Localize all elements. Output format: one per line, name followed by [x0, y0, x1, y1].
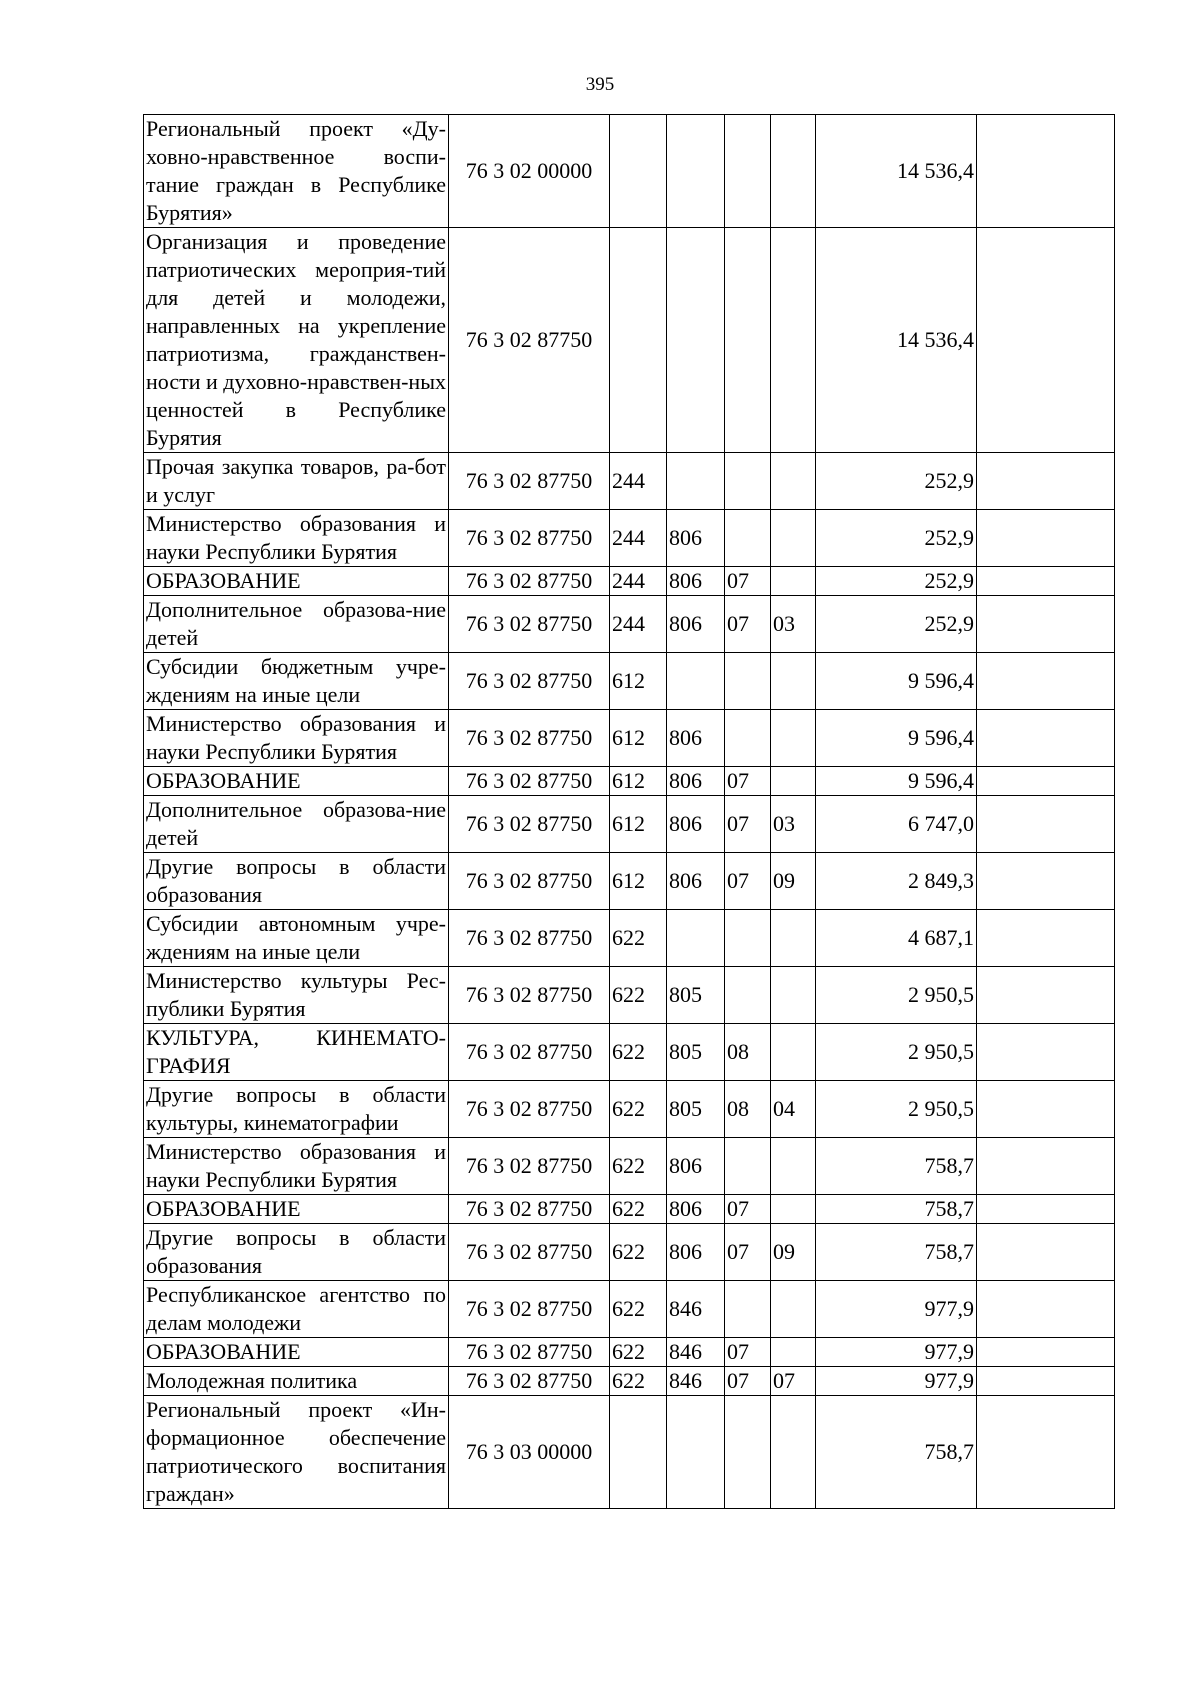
- table-row: [144, 567, 1115, 596]
- row-name-cell: Прочая закупка товаров, ра-бот и услуг: [144, 453, 449, 510]
- row-code-cell: 76 3 02 87750: [449, 710, 610, 767]
- row-code-cell: 76 3 02 87750: [449, 510, 610, 567]
- row-subsection-cell: 03: [771, 596, 816, 653]
- row-sum-cell: 4 687,1: [816, 910, 977, 967]
- row-name-cell: Министерство образования и науки Республики Бурятия: [144, 710, 449, 767]
- row-name-cell: Организация и проведение патриотических мероприя-тий для детей и молодежи, направленных на укрепление патриотизма, гражданствен-ности и духовно-нравствен-ных ценностей в Республике Бурятия: [144, 228, 449, 453]
- row-code-cell: 76 3 02 87750: [449, 767, 610, 796]
- row-name-cell: КУЛЬТУРА, КИНЕМАТО-ГРАФИЯ: [144, 1024, 449, 1081]
- row-section-cell: 07: [725, 1367, 771, 1396]
- table-row: [144, 115, 1115, 228]
- row-sum-cell: 252,9: [816, 510, 977, 567]
- row-code-cell: 76 3 02 87750: [449, 1367, 610, 1396]
- row-subsection-cell: 04: [771, 1081, 816, 1138]
- row-expense-type-cell: 612: [610, 796, 667, 853]
- row-subsection-cell: [771, 510, 816, 567]
- row-section-cell: [725, 453, 771, 510]
- row-sum-cell: 252,9: [816, 453, 977, 510]
- row-subsection-cell: [771, 1281, 816, 1338]
- row-subsection-cell: [771, 1138, 816, 1195]
- row-section-cell: [725, 1396, 771, 1509]
- row-code-cell: 76 3 02 87750: [449, 653, 610, 710]
- table-row: [144, 710, 1115, 767]
- row-expense-type-cell: 622: [610, 1024, 667, 1081]
- row-subsection-cell: [771, 967, 816, 1024]
- row-extra-cell: [977, 1281, 1115, 1338]
- row-subsection-cell: 03: [771, 796, 816, 853]
- row-subsection-cell: [771, 115, 816, 228]
- row-subsection-cell: [771, 453, 816, 510]
- row-extra-cell: [977, 710, 1115, 767]
- row-expense-type-cell: 612: [610, 767, 667, 796]
- page-number: 395: [585, 74, 615, 95]
- row-name-cell: Дополнительное образова-ние детей: [144, 596, 449, 653]
- row-sum-cell: 758,7: [816, 1138, 977, 1195]
- row-expense-type-cell: 622: [610, 1138, 667, 1195]
- row-ministry-cell: 846: [667, 1367, 725, 1396]
- row-subsection-cell: [771, 228, 816, 453]
- row-subsection-cell: [771, 653, 816, 710]
- row-section-cell: [725, 115, 771, 228]
- row-code-cell: 76 3 02 87750: [449, 1138, 610, 1195]
- row-sum-cell: 977,9: [816, 1338, 977, 1367]
- row-extra-cell: [977, 653, 1115, 710]
- table-row: [144, 1367, 1115, 1396]
- row-extra-cell: [977, 1224, 1115, 1281]
- row-code-cell: 76 3 02 87750: [449, 1338, 610, 1367]
- row-name-cell: Другие вопросы в области культуры, кинематографии: [144, 1081, 449, 1138]
- row-expense-type-cell: 622: [610, 1224, 667, 1281]
- table-row: [144, 453, 1115, 510]
- row-ministry-cell: 806: [667, 767, 725, 796]
- row-extra-cell: [977, 453, 1115, 510]
- row-extra-cell: [977, 796, 1115, 853]
- row-extra-cell: [977, 910, 1115, 967]
- row-ministry-cell: [667, 1396, 725, 1509]
- row-expense-type-cell: [610, 1396, 667, 1509]
- row-name-cell: Субсидии бюджетным учре-ждениям на иные цели: [144, 653, 449, 710]
- row-extra-cell: [977, 228, 1115, 453]
- table-row: [144, 1224, 1115, 1281]
- row-section-cell: [725, 510, 771, 567]
- row-section-cell: 08: [725, 1081, 771, 1138]
- row-expense-type-cell: 622: [610, 1081, 667, 1138]
- row-sum-cell: 9 596,4: [816, 653, 977, 710]
- row-ministry-cell: 846: [667, 1281, 725, 1338]
- row-sum-cell: 252,9: [816, 567, 977, 596]
- row-section-cell: [725, 910, 771, 967]
- row-name-cell: Министерство образования и науки Республики Бурятия: [144, 1138, 449, 1195]
- row-ministry-cell: 806: [667, 1138, 725, 1195]
- row-subsection-cell: 09: [771, 853, 816, 910]
- row-subsection-cell: [771, 710, 816, 767]
- table-row: [144, 228, 1115, 453]
- row-code-cell: 76 3 03 00000: [449, 1396, 610, 1509]
- row-name-cell: Дополнительное образова-ние детей: [144, 796, 449, 853]
- table-row: [144, 1396, 1115, 1509]
- budget-table: [143, 114, 1115, 1509]
- row-name-cell: Региональный проект «Ду-ховно-нравственное воспи-тание граждан в Республике Бурятия»: [144, 115, 449, 228]
- table-row: [144, 653, 1115, 710]
- row-subsection-cell: [771, 567, 816, 596]
- row-ministry-cell: 806: [667, 710, 725, 767]
- row-subsection-cell: [771, 767, 816, 796]
- row-name-cell: Молодежная политика: [144, 1367, 449, 1396]
- row-code-cell: 76 3 02 87750: [449, 453, 610, 510]
- table-row: [144, 1024, 1115, 1081]
- row-ministry-cell: [667, 910, 725, 967]
- row-subsection-cell: [771, 1338, 816, 1367]
- row-expense-type-cell: 622: [610, 967, 667, 1024]
- row-ministry-cell: 806: [667, 596, 725, 653]
- row-sum-cell: 252,9: [816, 596, 977, 653]
- budget-table-body: [144, 115, 1115, 1509]
- row-name-cell: Субсидии автономным учре-ждениям на иные цели: [144, 910, 449, 967]
- row-code-cell: 76 3 02 87750: [449, 567, 610, 596]
- row-ministry-cell: 805: [667, 967, 725, 1024]
- row-ministry-cell: [667, 653, 725, 710]
- row-name-cell: ОБРАЗОВАНИЕ: [144, 767, 449, 796]
- row-sum-cell: 977,9: [816, 1281, 977, 1338]
- row-subsection-cell: [771, 910, 816, 967]
- row-section-cell: 08: [725, 1024, 771, 1081]
- row-code-cell: 76 3 02 87750: [449, 228, 610, 453]
- row-ministry-cell: 806: [667, 510, 725, 567]
- row-section-cell: 07: [725, 1338, 771, 1367]
- row-section-cell: 07: [725, 1195, 771, 1224]
- row-code-cell: 76 3 02 87750: [449, 1195, 610, 1224]
- row-code-cell: 76 3 02 87750: [449, 1224, 610, 1281]
- row-name-cell: ОБРАЗОВАНИЕ: [144, 1195, 449, 1224]
- row-code-cell: 76 3 02 87750: [449, 1081, 610, 1138]
- row-ministry-cell: 806: [667, 853, 725, 910]
- row-extra-cell: [977, 1396, 1115, 1509]
- row-extra-cell: [977, 1195, 1115, 1224]
- row-name-cell: Другие вопросы в области образования: [144, 853, 449, 910]
- table-row: [144, 1081, 1115, 1138]
- row-extra-cell: [977, 1138, 1115, 1195]
- row-code-cell: 76 3 02 87750: [449, 967, 610, 1024]
- row-extra-cell: [977, 1338, 1115, 1367]
- table-row: [144, 853, 1115, 910]
- row-ministry-cell: [667, 453, 725, 510]
- row-section-cell: 07: [725, 596, 771, 653]
- table-row: [144, 967, 1115, 1024]
- row-code-cell: 76 3 02 87750: [449, 596, 610, 653]
- row-code-cell: 76 3 02 87750: [449, 1281, 610, 1338]
- row-ministry-cell: 806: [667, 567, 725, 596]
- row-section-cell: [725, 228, 771, 453]
- table-row: [144, 767, 1115, 796]
- row-sum-cell: 758,7: [816, 1224, 977, 1281]
- row-section-cell: 07: [725, 853, 771, 910]
- row-code-cell: 76 3 02 87750: [449, 796, 610, 853]
- table-row: [144, 1281, 1115, 1338]
- row-sum-cell: 9 596,4: [816, 767, 977, 796]
- row-name-cell: Другие вопросы в области образования: [144, 1224, 449, 1281]
- row-expense-type-cell: 622: [610, 1338, 667, 1367]
- row-sum-cell: 2 950,5: [816, 967, 977, 1024]
- row-expense-type-cell: [610, 115, 667, 228]
- row-sum-cell: 2 950,5: [816, 1024, 977, 1081]
- table-row: [144, 796, 1115, 853]
- row-sum-cell: 6 747,0: [816, 796, 977, 853]
- row-expense-type-cell: 244: [610, 510, 667, 567]
- row-sum-cell: 2 849,3: [816, 853, 977, 910]
- row-sum-cell: 14 536,4: [816, 115, 977, 228]
- row-name-cell: Республиканское агентство по делам молодежи: [144, 1281, 449, 1338]
- row-section-cell: [725, 1281, 771, 1338]
- table-row: [144, 1195, 1115, 1224]
- row-expense-type-cell: 612: [610, 653, 667, 710]
- row-expense-type-cell: 622: [610, 1195, 667, 1224]
- row-ministry-cell: 805: [667, 1081, 725, 1138]
- row-extra-cell: [977, 596, 1115, 653]
- row-sum-cell: 9 596,4: [816, 710, 977, 767]
- table-row: [144, 510, 1115, 567]
- row-expense-type-cell: 622: [610, 1281, 667, 1338]
- row-sum-cell: 14 536,4: [816, 228, 977, 453]
- row-extra-cell: [977, 1081, 1115, 1138]
- row-section-cell: 07: [725, 567, 771, 596]
- row-sum-cell: 758,7: [816, 1195, 977, 1224]
- row-expense-type-cell: 244: [610, 567, 667, 596]
- row-section-cell: [725, 653, 771, 710]
- row-expense-type-cell: 612: [610, 853, 667, 910]
- row-section-cell: 07: [725, 1224, 771, 1281]
- row-ministry-cell: [667, 228, 725, 453]
- row-expense-type-cell: [610, 228, 667, 453]
- row-section-cell: 07: [725, 796, 771, 853]
- row-expense-type-cell: 622: [610, 1367, 667, 1396]
- table-row: [144, 1338, 1115, 1367]
- row-name-cell: Министерство образования и науки Республики Бурятия: [144, 510, 449, 567]
- row-extra-cell: [977, 1367, 1115, 1396]
- row-name-cell: ОБРАЗОВАНИЕ: [144, 1338, 449, 1367]
- row-section-cell: 07: [725, 767, 771, 796]
- row-subsection-cell: 09: [771, 1224, 816, 1281]
- row-sum-cell: 758,7: [816, 1396, 977, 1509]
- row-expense-type-cell: 244: [610, 596, 667, 653]
- row-extra-cell: [977, 567, 1115, 596]
- row-expense-type-cell: 244: [610, 453, 667, 510]
- row-ministry-cell: [667, 115, 725, 228]
- row-sum-cell: 2 950,5: [816, 1081, 977, 1138]
- row-section-cell: [725, 710, 771, 767]
- row-code-cell: 76 3 02 87750: [449, 853, 610, 910]
- row-extra-cell: [977, 767, 1115, 796]
- row-extra-cell: [977, 510, 1115, 567]
- row-name-cell: Министерство культуры Рес-публики Бурятия: [144, 967, 449, 1024]
- row-ministry-cell: 805: [667, 1024, 725, 1081]
- row-name-cell: ОБРАЗОВАНИЕ: [144, 567, 449, 596]
- table-row: [144, 596, 1115, 653]
- row-extra-cell: [977, 853, 1115, 910]
- row-expense-type-cell: 612: [610, 710, 667, 767]
- row-extra-cell: [977, 115, 1115, 228]
- row-section-cell: [725, 1138, 771, 1195]
- table-row: [144, 1138, 1115, 1195]
- row-sum-cell: 977,9: [816, 1367, 977, 1396]
- row-expense-type-cell: 622: [610, 910, 667, 967]
- row-section-cell: [725, 967, 771, 1024]
- row-ministry-cell: 846: [667, 1338, 725, 1367]
- row-extra-cell: [977, 1024, 1115, 1081]
- table-row: [144, 910, 1115, 967]
- row-ministry-cell: 806: [667, 1195, 725, 1224]
- row-ministry-cell: 806: [667, 796, 725, 853]
- row-subsection-cell: 07: [771, 1367, 816, 1396]
- row-code-cell: 76 3 02 00000: [449, 115, 610, 228]
- row-code-cell: 76 3 02 87750: [449, 910, 610, 967]
- row-subsection-cell: [771, 1024, 816, 1081]
- row-subsection-cell: [771, 1195, 816, 1224]
- row-subsection-cell: [771, 1396, 816, 1509]
- row-name-cell: Региональный проект «Ин-формационное обеспечение патриотического воспитания граждан»: [144, 1396, 449, 1509]
- row-code-cell: 76 3 02 87750: [449, 1024, 610, 1081]
- row-extra-cell: [977, 967, 1115, 1024]
- row-ministry-cell: 806: [667, 1224, 725, 1281]
